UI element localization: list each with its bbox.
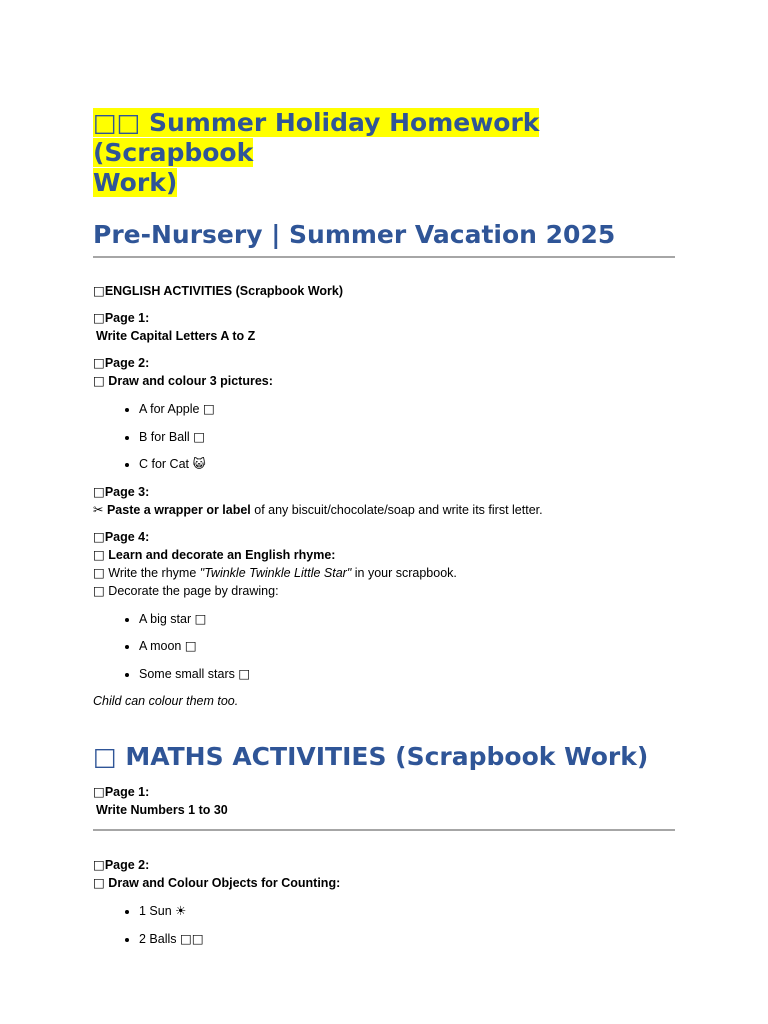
sparkle-icon: □	[238, 665, 251, 681]
english-page3-line: ✂ Paste a wrapper or label of any biscuit/chocolate/soap and write its first letter.	[93, 501, 543, 517]
numbers-icon: □	[93, 742, 117, 771]
ball-icon: □□	[180, 930, 204, 946]
document-subtitle: Pre-Nursery | Summer Vacation 2025	[93, 220, 616, 249]
english-page2-list	[93, 400, 675, 473]
palette-icon: □	[93, 875, 105, 890]
english-page2-label: □Page 2:	[93, 355, 150, 370]
english-page4-list	[93, 610, 675, 683]
title-text-continued: Work)	[93, 168, 178, 197]
english-page4-write: □ Write the rhyme "Twinkle Twinkle Little Star" in your scrapbook.	[93, 564, 457, 580]
page-icon: □	[93, 355, 105, 370]
list-item: • A moon □	[139, 637, 675, 655]
page-icon: □	[93, 784, 105, 799]
title-emoji-icon: □□	[93, 108, 141, 137]
list-item: • A big star □	[139, 610, 675, 628]
palette-icon: □	[93, 373, 105, 388]
moon-icon: □	[184, 638, 197, 653]
ball-icon: □	[193, 428, 206, 444]
english-page4-decorate: □ Decorate the page by drawing:	[93, 582, 279, 598]
page-icon: □	[93, 483, 105, 499]
list-item: • Some small stars □	[139, 665, 675, 683]
music-icon: □	[93, 546, 105, 562]
page-icon: □	[93, 857, 105, 872]
english-page3-label: □Page 3:	[93, 483, 150, 499]
cat-icon: 😺	[192, 456, 206, 471]
page-icon: □	[93, 310, 105, 325]
apple-icon: □	[202, 401, 215, 416]
maths-page2-line: □ Draw and Colour Objects for Counting:	[93, 875, 341, 890]
palette-icon: □	[93, 582, 105, 598]
maths-divider	[93, 829, 675, 831]
list-item: • 1 Sun ☀	[139, 902, 675, 920]
maths-page1-label: □Page 1:	[93, 784, 150, 799]
list-item: • A for Apple □	[139, 400, 675, 418]
list-item: • B for Ball □	[139, 428, 675, 446]
pencil-icon: □	[93, 564, 105, 580]
list-item: • C for Cat 😺	[139, 455, 675, 473]
english-page1-label: □Page 1:	[93, 310, 150, 325]
english-page4-label: □Page 4:	[93, 528, 150, 544]
maths-page2-label: □Page 2:	[93, 857, 150, 872]
list-item: • 2 Balls □□	[139, 930, 675, 948]
document-body	[93, 108, 675, 957]
books-icon: □	[93, 283, 105, 298]
scissors-icon: ✂	[93, 501, 104, 517]
sun-icon: ☀	[175, 903, 187, 918]
document-title	[93, 108, 675, 198]
star-icon: □	[194, 610, 207, 626]
english-page4-line: □ Learn and decorate an English rhyme:	[93, 546, 336, 562]
maths-page1-text: Write Numbers 1 to 30	[96, 803, 228, 817]
english-page2-line: □ Draw and colour 3 pictures:	[93, 373, 273, 388]
english-page1-text: Write Capital Letters A to Z	[96, 329, 256, 343]
maths-page2-list	[93, 902, 675, 948]
subtitle-divider	[93, 256, 675, 258]
title-text: Summer Holiday Homework (Scrapbook	[93, 108, 540, 167]
english-page4-note: Child can colour them too.	[93, 694, 239, 708]
page-icon: □	[93, 528, 105, 544]
english-heading: □ENGLISH ACTIVITIES (Scrapbook Work)	[93, 283, 344, 298]
maths-heading: □ MATHS ACTIVITIES (Scrapbook Work)	[93, 742, 649, 771]
